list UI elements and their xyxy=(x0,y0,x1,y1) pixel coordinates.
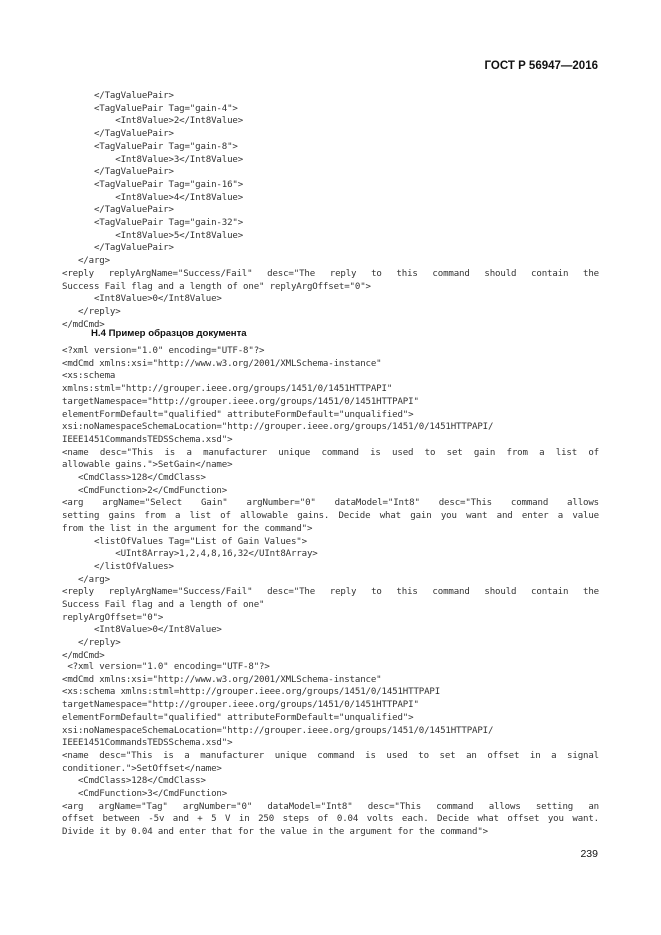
code-line: <listOfValues Tag="List of Gain Values"> xyxy=(62,536,307,547)
page-number: 239 xyxy=(580,848,598,860)
code-line: </arg> xyxy=(62,256,110,267)
code-block-setoffset xyxy=(62,661,599,839)
code-line: IEEE1451CommandsTEDSSchema.xsd"> xyxy=(62,434,233,445)
code-line: </mdCmd> xyxy=(62,650,105,661)
code-line: <CmdClass>128</CmdClass> xyxy=(62,776,206,787)
code-line: <UInt8Array>1,2,4,8,16,32</UInt8Array> xyxy=(62,549,318,560)
code-line: <TagValuePair Tag="gain-32"> xyxy=(62,218,244,229)
code-line: <reply replyArgName="Success/Fail" desc="The reply to this command should contain the xyxy=(62,268,599,279)
code-line: <?xml version="1.0" encoding="UTF-8"?> xyxy=(62,346,265,356)
code-line: Divide it by 0.04 and enter that for the value in the argument for the command"> xyxy=(62,827,488,838)
code-line: targetNamespace="http://grouper.ieee.org/groups/1451/0/1451HTTPAPI" xyxy=(62,396,419,407)
section-title: Н.4 Пример образцов документа xyxy=(91,328,247,339)
code-line: </arg> xyxy=(62,574,110,585)
code-line: <xs:schema xmlns:stml=http://grouper.ieee.org/groups/1451/0/1451HTTPAPI xyxy=(62,687,441,698)
code-line: offset between -5v and + 5 V in 250 steps of 0.04 volts each. Decide what offset you want. xyxy=(62,814,599,825)
code-line: <mdCmd xmlns:xsi="http://www.w3.org/2001/XMLSchema-instance" xyxy=(62,674,382,685)
standard-header: ГОСТ Р 56947—2016 xyxy=(484,60,598,72)
code-line: <xs:schema xyxy=(62,371,116,382)
code-line: xmlns:stml="http://grouper.ieee.org/groups/1451/0/1451HTTPAPI" xyxy=(62,384,393,395)
code-line: </TagValuePair> xyxy=(62,167,174,178)
code-block-setgain xyxy=(62,345,599,663)
code-line: conditioner.">SetOffset</name> xyxy=(62,763,222,774)
code-line: <TagValuePair Tag="gain-16"> xyxy=(62,179,244,190)
code-line: <name desc="This is a manufacturer unique command is used to set an offset in a signal xyxy=(62,750,599,761)
code-line: </TagValuePair> xyxy=(62,205,174,216)
code-line: elementFormDefault="qualified" attributeFormDefault="unqualified"> xyxy=(62,409,414,420)
code-line: Success Fail flag and a length of one" replyArgOffset="0"> xyxy=(62,281,371,292)
code-line: <Int8Value>0</Int8Value> xyxy=(62,294,222,305)
code-line: IEEE1451CommandsTEDSSchema.xsd"> xyxy=(62,738,233,749)
code-line: Success Fail flag and a length of one" xyxy=(62,600,265,611)
code-line: <Int8Value>3</Int8Value> xyxy=(62,154,244,165)
code-line: xsi:noNamespaceSchemaLocation="http://grouper.ieee.org/groups/1451/0/1451HTTPAPI/ xyxy=(62,725,494,736)
code-block-continuation xyxy=(62,90,599,331)
code-line: <Int8Value>2</Int8Value> xyxy=(62,116,244,127)
code-line: </TagValuePair> xyxy=(62,243,174,254)
code-line: <?xml version="1.0" encoding="UTF-8"?> xyxy=(62,662,270,672)
code-line: <TagValuePair Tag="gain-8"> xyxy=(62,141,238,152)
code-line: </mdCmd> xyxy=(62,319,105,330)
code-line: </listOfValues> xyxy=(62,561,174,572)
code-line: <arg argName="Tag" argNumber="0" dataModel="Int8" desc="This command allows setting an xyxy=(62,801,599,812)
code-line: <Int8Value>4</Int8Value> xyxy=(62,192,244,203)
code-line: <Int8Value>5</Int8Value> xyxy=(62,230,244,241)
code-line: <CmdFunction>3</CmdFunction> xyxy=(62,789,228,800)
code-line: </reply> xyxy=(62,638,121,649)
code-line: <mdCmd xmlns:xsi="http://www.w3.org/2001/XMLSchema-instance" xyxy=(62,358,382,369)
code-line: xsi:noNamespaceSchemaLocation="http://grouper.ieee.org/groups/1451/0/1451HTTPAPI/ xyxy=(62,422,494,433)
code-line: <CmdClass>128</CmdClass> xyxy=(62,473,206,484)
code-line: from the list in the argument for the command"> xyxy=(62,523,313,534)
code-line: <name desc="This is a manufacturer unique command is used to set gain from a list of xyxy=(62,447,599,458)
code-line: allowable gains.">SetGain</name> xyxy=(62,460,233,471)
code-line: <Int8Value>0</Int8Value> xyxy=(62,625,222,636)
code-line: setting gains from a list of allowable gains. Decide what gain you want and enter a value xyxy=(62,511,599,522)
code-line: targetNamespace="http://grouper.ieee.org/groups/1451/0/1451HTTPAPI" xyxy=(62,700,419,711)
code-line: </TagValuePair> xyxy=(62,91,174,101)
code-line: <reply replyArgName="Success/Fail" desc="The reply to this command should contain the xyxy=(62,587,599,598)
code-line: </reply> xyxy=(62,306,121,317)
code-line: elementFormDefault="qualified" attributeFormDefault="unqualified"> xyxy=(62,712,414,723)
code-line: <TagValuePair Tag="gain-4"> xyxy=(62,103,238,114)
code-line: <CmdFunction>2</CmdFunction> xyxy=(62,485,228,496)
code-line: replyArgOffset="0"> xyxy=(62,612,164,623)
code-line: <arg argName="Select Gain" argNumber="0" dataModel="Int8" desc="This command allows xyxy=(62,498,599,509)
code-line: </TagValuePair> xyxy=(62,129,174,140)
